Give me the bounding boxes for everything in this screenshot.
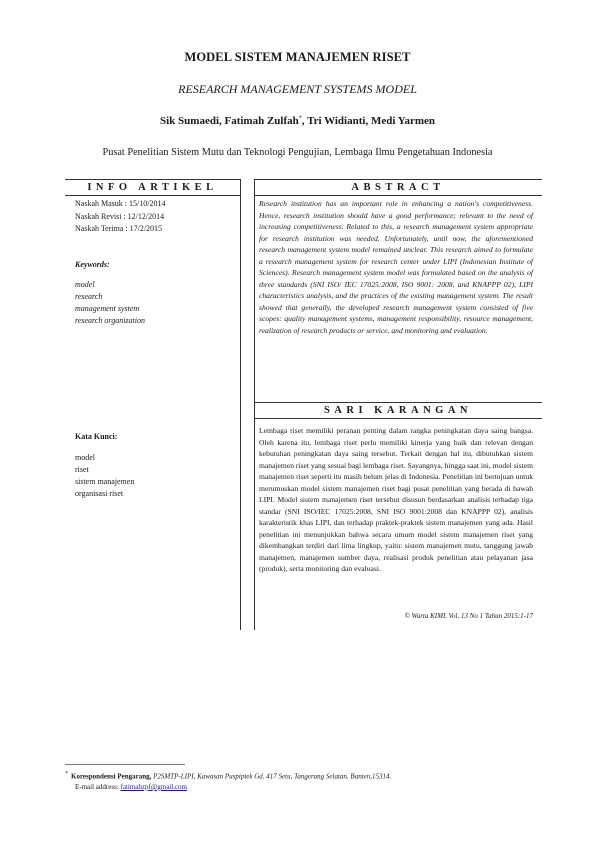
footnote-line-2 [65, 782, 391, 793]
keyword-item: research organization [75, 316, 145, 325]
author-list [0, 115, 595, 127]
sari-karangan-heading: SARI KARANGAN [323, 405, 473, 416]
kata-kunci-item: riset [75, 465, 89, 474]
abstract-heading: ABSTRACT [351, 182, 445, 193]
sari-top-rule [254, 402, 542, 403]
affiliation: Pusat Penelitian Sistem Mutu dan Teknologi Pengujian, Lembaga Ilmu Pengetahuan Indonesia [102, 147, 493, 158]
footnote-line-1 [65, 769, 391, 782]
keyword-item: management system [75, 304, 140, 313]
abstract-text: Research institution has an important role in enhancing a nation's competitiveness. Hence, research institution should have a good performance; relevant to the need of increasing competitiveness. Related to this, a research management system appropriate for research institution was needed. Unfortunately, until now, the aforementioned research management system model remained unclear. This research aimed to formulate a research management system for research center under LIPI (Indonesian Institute of Sciences). Research management system model was formulated based on the analysis of three standards (SNI ISO/ IEC 17025:2008, ISO 9001: 2008, and KNAPPP 02), LIPI characteristics analysis, and the practices of the existing management system. The result showed that generally, the developed research management system consisted of five scopes: quality management systems, management responsibility, resource management, realization of research products or service, and monitoring and evaluation. [259, 199, 533, 335]
sari-bottom-rule [254, 418, 542, 419]
footnote-rule [65, 764, 185, 765]
date-accepted: Naskah Terima : 17/2/2015 [75, 224, 163, 233]
keyword-item: research [75, 292, 103, 301]
footnote [65, 769, 391, 792]
manuscript-dates [75, 198, 165, 236]
email-label: E-mail address: [75, 782, 121, 791]
date-revised: Naskah Revisi : 12/12/2014 [75, 211, 165, 221]
authors-part-2: , Tri Widianti, Medi Yarmen [301, 115, 435, 127]
footnote-address: P2SMTP-LIPI, Kawasan Puspiptek Gd. 417 Setu, Tangerang Selatan, Banten,15314. [151, 772, 392, 781]
sari-karangan-text: Lembaga riset memiliki peranan penting dalam rangka peningkatan daya saing bangsa. Oleh karena itu, lembaga riset perlu memiliki kinerja yang baik dan relevan dengan kebutuhan peningkatan daya saing tersebut. Terkait dengan hal itu, dibutuhkan sistem manajemen riset yang sesuai bagi lembaga riset. Sayangnya, hingga saat ini, model sistem manajemen riset seperti itu masih belum jelas di Indonesia. Penelitian ini bertujuan untuk merumuskan model sistem manajemen riset bagi pusat penelitian yang berada di bawah LIPI. Model sistem manajemen riset tersebut disusun berdasarkan analisis terhadap tiga standar (SNI ISO/IEC 17025:2008, SNI ISO 9001:2008 dan KNAPPP 02), analisis karakteristik khas LIPI, dan terhadap praktek-praktek sistem manajemen yang ada. Hasil penelitian ini menunjukkan bahwa secara umum model sistem manajemen riset yang dikembangkan terdiri dari lima lingkup, yaitu: sistem manajemen mutu, tanggung jawab manajemen, manajemen sumber daya, realisasi produk penelitian atau pelayanan jasa (produk), serta monitoring dan evaluasi. [259, 426, 533, 573]
paper-title: MODEL SISTEM MANAJEMEN RISET [184, 50, 411, 64]
email-link[interactable]: fatimahzpf@gmail.com [120, 782, 188, 791]
kata-kunci-label: Kata Kunci: [75, 432, 118, 441]
kata-kunci-item: organisasi riset [75, 489, 124, 498]
abstract-top-rule [254, 179, 542, 180]
authors-part-1: Sik Sumaedi, Fatimah Zulfah [160, 115, 299, 127]
kata-kunci-item: model [75, 453, 95, 462]
abstract-bottom-rule [254, 195, 542, 196]
kata-kunci-list [75, 452, 134, 500]
date-received: Naskah Masuk : 15/10/2014 [75, 199, 166, 208]
info-bottom-rule [65, 195, 240, 196]
keyword-item: model [75, 280, 95, 289]
keywords-label: Keywords: [75, 260, 110, 269]
footnote-mark: * [65, 771, 68, 777]
paper-subtitle: RESEARCH MANAGEMENT SYSTEMS MODEL [178, 82, 417, 96]
kata-kunci-item: sistem manajemen [75, 477, 135, 486]
keywords-list [75, 279, 145, 327]
footnote-label: Korespondensi Pengarang, [71, 772, 152, 781]
journal-citation: © Warta KIML Vol. 13 No 1 Tahun 2015:1-17 [404, 612, 533, 620]
corresponding-author-mark: * [298, 115, 302, 122]
info-artikel-heading: INFO ARTIKEL [87, 182, 218, 193]
info-top-rule [65, 179, 240, 180]
column-divider [240, 179, 241, 630]
